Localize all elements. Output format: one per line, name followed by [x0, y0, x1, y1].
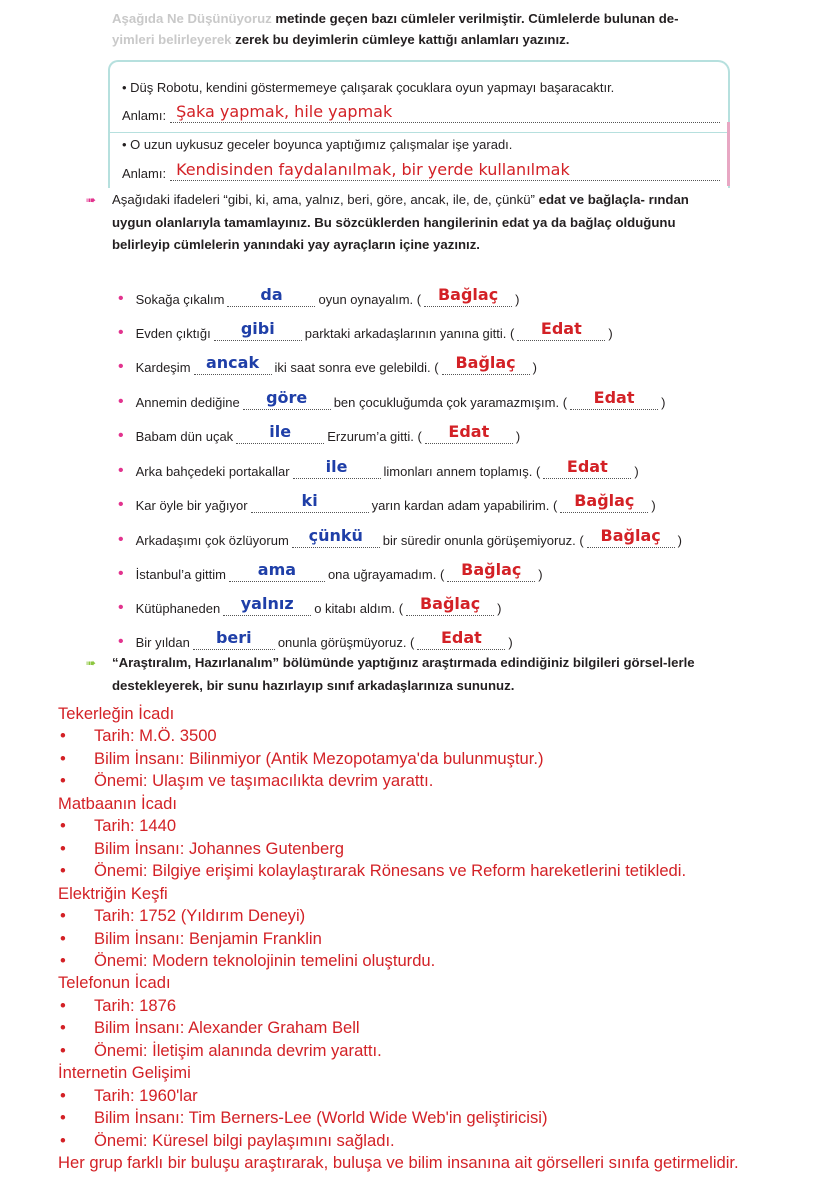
word-blank [194, 353, 272, 375]
bullet-icon: • [118, 427, 124, 444]
type-blank [406, 594, 494, 616]
note-heading: Elektriğin Keşfi [58, 883, 168, 903]
note-heading: Matbaanın İcadı [58, 793, 178, 813]
meaning-label: Anlamı: [122, 166, 167, 181]
exercise-after: ona uğrayamadım. ( [327, 567, 445, 582]
exercise-before: Arkadaşımı çok özlüyorum [135, 533, 289, 548]
note-item: • Önemi: Küresel bilgi paylaşımını sağladı. [58, 1130, 818, 1152]
filled-word: da [260, 285, 283, 304]
exercise-after: oyun oynayalım. ( [318, 292, 422, 307]
answer-line [170, 102, 720, 123]
type-blank [417, 628, 505, 650]
bullet-icon: • [118, 599, 124, 616]
exercise-close: ) [515, 292, 520, 307]
exercise-close: ) [515, 429, 521, 444]
idiom-sentence-1: • Düş Robotu, kendini göstermemeye çalışarak çocuklara oyun yapmayı başaracaktır. [122, 80, 615, 95]
word-blank [243, 388, 331, 410]
handwritten-answer: Kendisinden faydalanılmak, bir yerde kullanılmak [176, 160, 570, 179]
filled-word: ile [269, 422, 292, 441]
exercise-row [118, 596, 501, 616]
type-blank [517, 319, 605, 341]
bullet-icon: • [118, 324, 124, 341]
word-blank [229, 560, 325, 582]
arrow-icon: ➠ [86, 193, 97, 207]
filled-word: ki [301, 491, 318, 510]
exercise-after: Erzurum’a gitti. ( [327, 429, 422, 444]
instruction-text-b: edat ve bağlaçla- [538, 192, 645, 207]
word-blank [292, 526, 380, 548]
arrow-icon: ➠ [86, 656, 97, 670]
type-blank [560, 491, 648, 513]
exercise-before: Kar öyle bir yağıyor [135, 498, 248, 513]
note-item: • Bilim İnsanı: Johannes Gutenberg [58, 838, 818, 860]
exercise-close: ) [651, 498, 656, 513]
word-blank [214, 319, 302, 341]
word-type: Bağlaç [461, 560, 522, 579]
exercise-after: parktaki arkadaşlarının yanına gitti. ( [304, 326, 515, 341]
instruction-text-c: rından uygun olanlarıyla tamamlayınız. Bu sözcüklerden hangilerinin edat ya da bağlaç olduğunu belirleyip cümlelerin yanındaki yay ayraçların içine yazınız. [112, 192, 689, 252]
note-heading: Tekerleğin İcadı [58, 704, 175, 723]
intro-faded-text: Aşağıda Ne Düşünüyoruz [112, 11, 272, 26]
bullet-icon: • [118, 531, 124, 548]
exercise-before: Kütüphaneden [135, 601, 221, 616]
type-blank [442, 353, 530, 375]
note-item: • Bilim İnsanı: Tim Berners-Lee (World Wide Web'in geliştiricisi) [58, 1107, 818, 1129]
note-item: • Bilim İnsanı: Benjamin Franklin [58, 928, 818, 950]
intro-instruction [112, 8, 732, 50]
exercise-after: iki saat sonra eve gelebildi. ( [274, 360, 439, 375]
word-blank [236, 422, 324, 444]
filled-word: yalnız [240, 594, 294, 613]
note-item: • Önemi: Bilgiye erişimi kolaylaştırarak Rönesans ve Reform hareketlerini tetikledi. [58, 860, 818, 882]
exercise-close: ) [508, 635, 513, 650]
conjunction-instruction [112, 189, 730, 257]
word-blank [193, 628, 275, 650]
exercise-after: yarın kardan adam yapabilirim. ( [371, 498, 558, 513]
note-heading: Telefonun İcadı [58, 973, 171, 993]
type-blank [587, 526, 675, 548]
exercise-close: ) [608, 326, 613, 341]
word-type: Edat [540, 319, 582, 338]
bullet-icon: • [118, 565, 124, 582]
word-type: Bağlaç [419, 594, 481, 613]
exercise-close: ) [634, 464, 639, 479]
note-item: • Tarih: 1440 [58, 815, 818, 837]
exercise-before: Evden çıktığı [135, 326, 211, 341]
bullet-icon: • [118, 633, 124, 650]
filled-word: ile [325, 457, 348, 476]
word-type: Bağlaç [437, 285, 499, 304]
type-blank [447, 560, 535, 582]
intro-line-1: metinde geçen bazı cümleler verilmiştir. Cümlelerde bulunan de- [271, 11, 679, 26]
note-item: • Önemi: İletişim alanında devrim yarattı. [58, 1040, 818, 1062]
exercise-before: Arka bahçedeki portakallar [135, 464, 290, 479]
filled-word: ancak [205, 353, 260, 372]
bullet-icon: • [118, 290, 124, 307]
idiom-sentence-2: • O uzun uykusuz geceler boyunca yaptığımız çalışmalar işe yaradı. [122, 137, 513, 152]
note-heading: Her grup farklı bir buluşu araştırarak, buluşa ve bilim insanına ait görselleri sınıfa getirmelidir. [58, 1153, 739, 1173]
exercise-row [118, 630, 513, 650]
word-blank [223, 594, 311, 616]
note-item: • Bilim İnsanı: Alexander Graham Bell [58, 1017, 818, 1039]
type-blank [425, 422, 513, 444]
intro-faded-text-2: yimleri belirleyerek [112, 32, 232, 47]
exercise-row [118, 390, 665, 410]
word-type: Bağlaç [574, 491, 635, 510]
exercise-before: Annemin dediğine [135, 395, 240, 410]
note-item: • Önemi: Modern teknolojinin temelini oluşturdu. [58, 950, 818, 972]
meaning-label: Anlamı: [122, 108, 167, 123]
presentation-instruction: “Araştıralım, Hazırlanalım” bölümünde yaptığınız araştırmada edindiğiniz bilgileri görsel-lerle destekleyerek, bir sunu hazırlayıp sınıf arkadaşlarınıza sununuz. [112, 655, 695, 693]
handwritten-answer: Şaka yapmak, hile yapmak [176, 102, 393, 121]
exercise-after: o kitabı aldım. ( [314, 601, 404, 616]
exercise-before: Bir yıldan [135, 635, 190, 650]
filled-word: beri [215, 628, 252, 647]
instruction-text-a: Aşağıdaki ifadeleri “gibi, ki, ama, yalnız, beri, göre, ancak, ile, de, çünkü” [112, 192, 539, 207]
type-blank [424, 285, 512, 307]
exercise-before: Kardeşim [135, 360, 191, 375]
word-type: Edat [440, 628, 482, 647]
bullet-icon: • [118, 462, 124, 479]
note-item: • Tarih: M.Ö. 3500 [58, 725, 818, 747]
exercise-close: ) [538, 567, 543, 582]
note-heading: İnternetin Gelişimi [58, 1063, 191, 1083]
note-item: • Tarih: 1752 (Yıldırım Deneyi) [58, 905, 818, 927]
exercise-row [118, 355, 537, 375]
idiom-answer-row-2 [122, 160, 720, 181]
word-blank [293, 457, 381, 479]
exercise-before: Sokağa çıkalım [135, 292, 225, 307]
word-blank [251, 491, 369, 513]
word-type: Edat [593, 388, 635, 407]
exercise-row [118, 562, 543, 582]
type-blank [570, 388, 658, 410]
bullet-icon: • [118, 496, 124, 513]
exercise-row [118, 528, 682, 548]
bullet-icon: • [118, 358, 124, 375]
idiom-box-divider [110, 132, 728, 133]
exercise-after: onunla görüşmüyoruz. ( [277, 635, 415, 650]
note-item: • Bilim İnsanı: Bilinmiyor (Antik Mezopotamya'da bulunmuştur.) [58, 748, 818, 770]
exercise-close: ) [677, 533, 682, 548]
exercise-row [118, 459, 639, 479]
note-item: • Tarih: 1960'lar [58, 1085, 818, 1107]
note-item: • Tarih: 1876 [58, 995, 818, 1017]
word-type: Edat [448, 422, 490, 441]
intro-line-2: zerek bu deyimlerin cümleye kattığı anlamları yazınız. [235, 32, 570, 47]
exercise-close: ) [661, 395, 666, 410]
exercise-row [118, 287, 519, 307]
exercise-after: bir süredir onunla görüşemiyoruz. ( [382, 533, 584, 548]
type-blank [543, 457, 631, 479]
exercise-after: limonları annem toplamış. ( [383, 464, 541, 479]
handwritten-notes [58, 703, 818, 1175]
word-type: Bağlaç [455, 353, 516, 372]
note-item: • Önemi: Ulaşım ve taşımacılıkta devrim yarattı. [58, 770, 818, 792]
exercise-before: İstanbul’a gittim [135, 567, 226, 582]
filled-word: göre [266, 388, 308, 407]
filled-word: ama [257, 560, 297, 579]
word-type: Edat [566, 457, 608, 476]
exercise-close: ) [497, 601, 502, 616]
exercise-row [118, 493, 656, 513]
exercise-after: ben çocukluğumda çok yaramazmışım. ( [333, 395, 568, 410]
bullet-icon: • [118, 393, 124, 410]
word-blank [227, 285, 315, 307]
answer-line [170, 160, 720, 181]
exercise-row [118, 424, 520, 444]
exercise-before: Babam dün uçak [135, 429, 234, 444]
exercise-row [118, 321, 613, 341]
filled-word: gibi [240, 319, 275, 338]
word-type: Bağlaç [600, 526, 661, 545]
exercise-close: ) [532, 360, 537, 375]
filled-word: çünkü [308, 526, 363, 545]
idiom-box-accent [727, 122, 730, 186]
idiom-answer-row-1 [122, 102, 720, 123]
